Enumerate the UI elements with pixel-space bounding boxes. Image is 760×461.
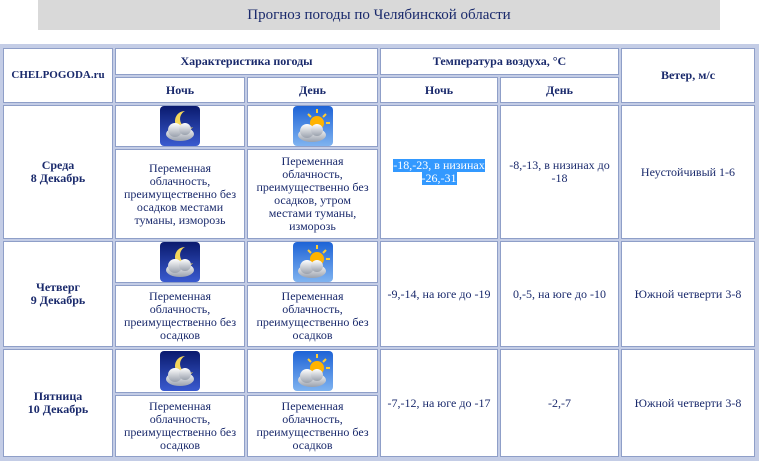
night-icon-cell bbox=[115, 349, 245, 393]
weather-characteristic-header: Характеристика погоды bbox=[115, 48, 378, 75]
date: 8 Декабрь bbox=[30, 171, 86, 185]
day-icon-cell bbox=[247, 241, 378, 283]
date: 9 Декабрь bbox=[30, 293, 86, 307]
temperature-header: Температура воздуха, °C bbox=[380, 48, 619, 75]
forecast-table bbox=[0, 44, 759, 461]
night-description: Переменная облачность, преимущественно без осадков bbox=[115, 285, 245, 347]
temperature-highlight-line1: -18,-23, в низинах bbox=[393, 158, 485, 172]
partly-cloudy-night-icon bbox=[160, 106, 200, 146]
wind-value: Неустойчивый 1-6 bbox=[621, 105, 755, 239]
date: 10 Декабрь bbox=[27, 402, 89, 416]
day-icon-cell bbox=[247, 349, 378, 393]
night-temperature: -7,-12, на юге до -17 bbox=[380, 349, 498, 457]
partly-cloudy-night-icon bbox=[160, 351, 200, 391]
night-weather-header: Ночь bbox=[115, 77, 245, 103]
weekday: Среда bbox=[41, 158, 75, 172]
day-temperature: 0,-5, на юге до -10 bbox=[500, 241, 619, 347]
weekday: Пятница bbox=[33, 389, 83, 403]
night-temperature: -9,-14, на юге до -19 bbox=[380, 241, 498, 347]
day-temperature-header: День bbox=[500, 77, 619, 103]
night-temperature-header: Ночь bbox=[380, 77, 498, 103]
day-description: Переменная облачность, преимущественно без осадков, утром местами туманы, изморозь bbox=[247, 149, 378, 239]
day-label bbox=[3, 241, 113, 347]
partly-cloudy-day-icon bbox=[293, 242, 333, 282]
night-description: Переменная облачность, преимущественно без осадков bbox=[115, 395, 245, 457]
night-temperature bbox=[380, 105, 498, 239]
day-weather-header: День bbox=[247, 77, 378, 103]
day-temperature: -8,-13, в низинах до -18 bbox=[500, 105, 619, 239]
partly-cloudy-day-icon bbox=[293, 351, 333, 391]
temperature-highlight-line2: -26,-31 bbox=[421, 171, 457, 185]
wind-header: Ветер, м/с bbox=[621, 48, 755, 103]
day-label bbox=[3, 105, 113, 239]
night-icon-cell bbox=[115, 241, 245, 283]
night-icon-cell bbox=[115, 105, 245, 147]
day-temperature: -2,-7 bbox=[500, 349, 619, 457]
partly-cloudy-night-icon bbox=[160, 242, 200, 282]
wind-value: Южной четверти 3-8 bbox=[621, 349, 755, 457]
weekday: Четверг bbox=[36, 280, 80, 294]
wind-value: Южной четверти 3-8 bbox=[621, 241, 755, 347]
page-title: Прогноз погоды по Челябинской области bbox=[38, 0, 720, 30]
day-description: Переменная облачность, преимущественно без осадков bbox=[247, 285, 378, 347]
day-description: Переменная облачность, преимущественно без осадков bbox=[247, 395, 378, 457]
day-label bbox=[3, 349, 113, 457]
site-name-header: CHELPOGODA.ru bbox=[3, 48, 113, 103]
partly-cloudy-day-icon bbox=[293, 106, 333, 146]
night-description: Переменная облачность, преимущественно без осадков местами туманы, изморозь bbox=[115, 149, 245, 239]
day-icon-cell bbox=[247, 105, 378, 147]
